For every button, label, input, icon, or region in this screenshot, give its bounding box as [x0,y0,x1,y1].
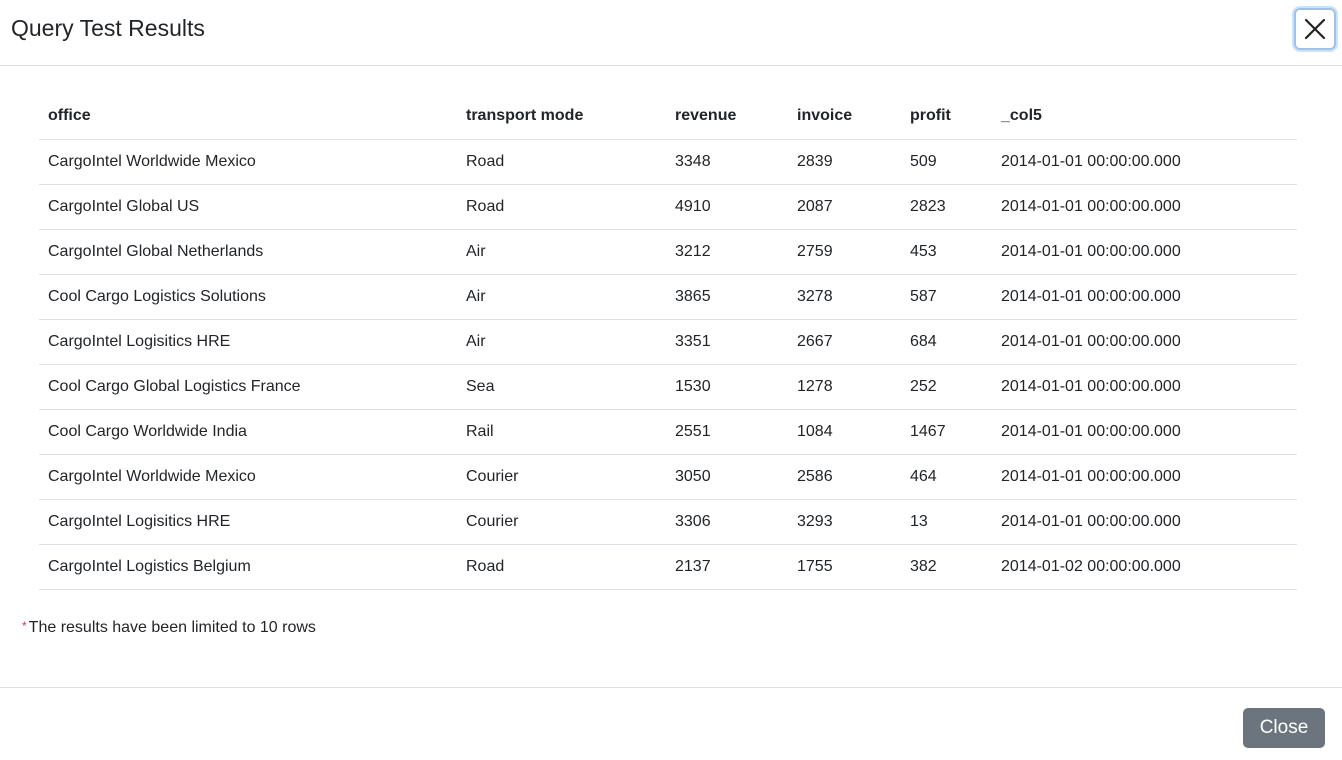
cell-col5: 2014-01-01 00:00:00.000 [992,184,1297,229]
cell-col5: 2014-01-01 00:00:00.000 [992,139,1297,184]
cell-transport-mode: Courier [457,499,666,544]
cell-revenue: 3865 [666,274,788,319]
dialog-footer [0,687,1342,760]
cell-revenue: 1530 [666,364,788,409]
table-row [39,319,1297,364]
cell-revenue: 3306 [666,499,788,544]
column-header-transport-mode: transport mode [457,94,666,139]
table-row [39,454,1297,499]
cell-col5: 2014-01-01 00:00:00.000 [992,499,1297,544]
cell-revenue: 4910 [666,184,788,229]
cell-profit: 13 [901,499,992,544]
cell-transport-mode: Courier [457,454,666,499]
cell-profit: 252 [901,364,992,409]
cell-profit: 509 [901,139,992,184]
cell-invoice: 3278 [788,274,901,319]
column-header-office: office [39,94,457,139]
cell-invoice: 2667 [788,319,901,364]
cell-office: Cool Cargo Worldwide India [39,409,457,454]
table-row [39,409,1297,454]
cell-profit: 453 [901,229,992,274]
cell-office: CargoIntel Global US [39,184,457,229]
cell-transport-mode: Road [457,139,666,184]
cell-transport-mode: Air [457,229,666,274]
dialog-header [0,0,1342,66]
cell-col5: 2014-01-01 00:00:00.000 [992,454,1297,499]
cell-office: CargoIntel Logisitics HRE [39,499,457,544]
cell-revenue: 3348 [666,139,788,184]
cell-revenue: 2137 [666,544,788,589]
cell-transport-mode: Road [457,544,666,589]
results-table [39,94,1297,590]
cell-invoice: 1278 [788,364,901,409]
cell-profit: 587 [901,274,992,319]
cell-office: CargoIntel Worldwide Mexico [39,454,457,499]
cell-office: Cool Cargo Logistics Solutions [39,274,457,319]
cell-col5: 2014-01-01 00:00:00.000 [992,229,1297,274]
cell-invoice: 2839 [788,139,901,184]
column-header-invoice: invoice [788,94,901,139]
cell-office: CargoIntel Logisitics HRE [39,319,457,364]
cell-profit: 2823 [901,184,992,229]
cell-transport-mode: Rail [457,409,666,454]
table-row [39,499,1297,544]
cell-col5: 2014-01-01 00:00:00.000 [992,319,1297,364]
cell-col5: 2014-01-02 00:00:00.000 [992,544,1297,589]
column-header-revenue: revenue [666,94,788,139]
table-header-row [39,94,1297,139]
table-row [39,139,1297,184]
required-asterisk: * [22,619,27,633]
table-row [39,544,1297,589]
cell-invoice: 2759 [788,229,901,274]
close-button[interactable]: Close [1243,708,1325,748]
cell-invoice: 3293 [788,499,901,544]
table-header [39,94,1297,139]
cell-revenue: 2551 [666,409,788,454]
table-row [39,274,1297,319]
cell-office: CargoIntel Global Netherlands [39,229,457,274]
cell-profit: 684 [901,319,992,364]
cell-profit: 1467 [901,409,992,454]
cell-invoice: 1755 [788,544,901,589]
table-row [39,364,1297,409]
cell-transport-mode: Sea [457,364,666,409]
cell-revenue: 3050 [666,454,788,499]
cell-transport-mode: Air [457,319,666,364]
cell-transport-mode: Road [457,184,666,229]
cell-office: Cool Cargo Global Logistics France [39,364,457,409]
cell-office: CargoIntel Logistics Belgium [39,544,457,589]
cell-col5: 2014-01-01 00:00:00.000 [992,274,1297,319]
cell-profit: 464 [901,454,992,499]
cell-invoice: 2087 [788,184,901,229]
cell-office: CargoIntel Worldwide Mexico [39,139,457,184]
row-limit-note-text: The results have been limited to 10 rows [28,619,316,636]
cell-transport-mode: Air [457,274,666,319]
cell-invoice: 1084 [788,409,901,454]
cell-col5: 2014-01-01 00:00:00.000 [992,409,1297,454]
dialog-title: Query Test Results [11,15,205,41]
row-limit-note [22,619,316,637]
table-row [39,184,1297,229]
column-header-col5: _col5 [992,94,1297,139]
column-header-profit: profit [901,94,992,139]
cell-profit: 382 [901,544,992,589]
cell-revenue: 3351 [666,319,788,364]
cell-invoice: 2586 [788,454,901,499]
table-row [39,229,1297,274]
cell-col5: 2014-01-01 00:00:00.000 [992,364,1297,409]
table-body [39,139,1297,589]
close-x-button[interactable] [1294,8,1336,50]
close-icon [1304,18,1326,40]
cell-revenue: 3212 [666,229,788,274]
